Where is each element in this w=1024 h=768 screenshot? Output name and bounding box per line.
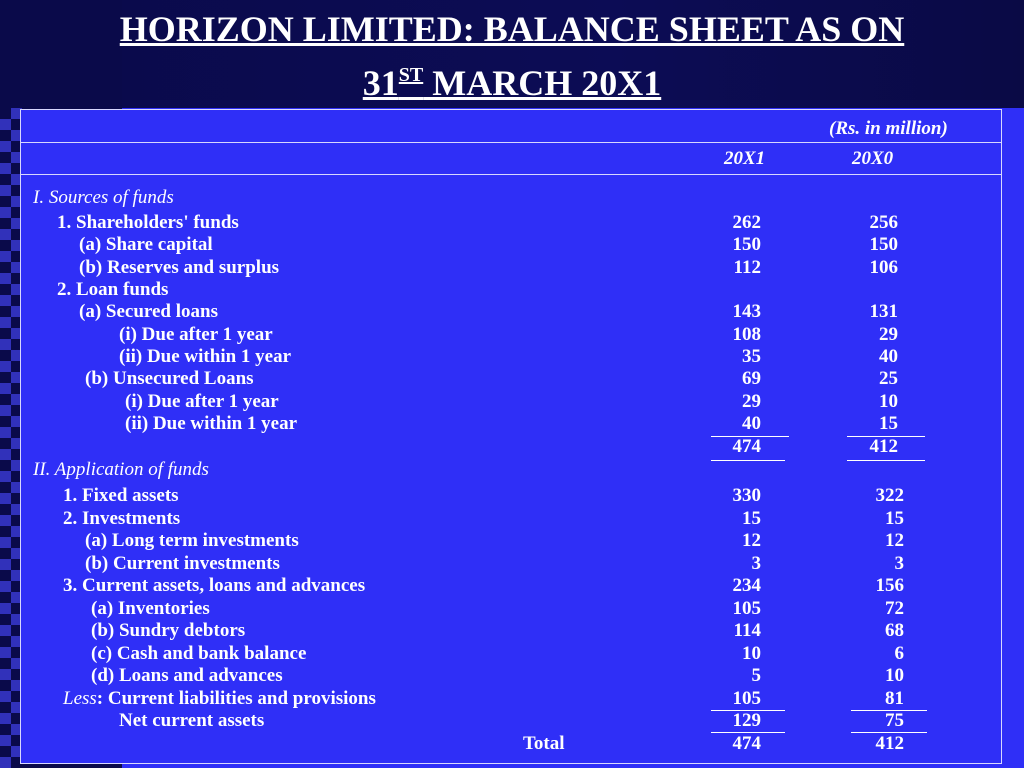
subtotal-20x1: 474 [732,436,761,457]
value-20x0: 15 [879,413,898,434]
value-20x1: 10 [742,643,761,664]
total-20x0: 412 [875,733,904,754]
row-label: (a) Inventories [91,598,210,619]
row-label-text: : Current liabilities and provisions [96,688,376,709]
row-label: (a) Share capital [79,234,213,255]
section-heading-application: II. Application of funds [33,459,209,480]
value-20x1: 40 [742,413,761,434]
row-label: (b) Unsecured Loans [85,368,254,389]
value-20x0: 25 [879,368,898,389]
row-label: 1. Fixed assets [63,485,179,506]
page-title [0,6,1024,106]
value-20x1: 69 [742,368,761,389]
value-20x0: 68 [885,620,904,641]
total-rule [851,710,927,711]
value-20x0: 256 [869,212,898,233]
value-20x1: 262 [732,212,761,233]
less-label: Less [63,688,97,709]
section-heading-sources: I. Sources of funds [33,187,174,208]
value-20x1: 105 [732,688,761,709]
row-label: 2. Loan funds [57,279,169,300]
value-20x0: 81 [885,688,904,709]
units-note: (Rs. in million) [829,118,948,139]
value-20x1: 3 [751,553,761,574]
column-header-20x0: 20X0 [852,148,894,169]
row-label: (a) Secured loans [79,301,218,322]
value-20x0: 322 [875,485,904,506]
total-label: Total [523,733,565,754]
table-divider [21,174,1001,175]
row-label: (i) Due after 1 year [125,391,279,412]
row-label: 1. Shareholders' funds [57,212,239,233]
value-20x0: 15 [885,508,904,529]
value-20x0: 131 [869,301,898,322]
row-label: (ii) Due within 1 year [125,413,298,434]
subtotal-rule [711,460,785,461]
value-20x1: 234 [732,575,761,596]
value-20x1: 143 [732,301,761,322]
row-label: (a) Long term investments [85,530,299,551]
value-20x0: 106 [869,257,898,278]
value-20x0: 75 [885,710,904,731]
value-20x1: 330 [732,485,761,506]
value-20x0: 72 [885,598,904,619]
value-20x1: 105 [732,598,761,619]
value-20x1: 12 [742,530,761,551]
value-20x0: 6 [894,643,904,664]
row-label [63,688,376,710]
value-20x1: 114 [733,620,761,641]
title-date-suffix: ST [398,64,424,86]
value-20x1: 108 [732,324,761,345]
row-label: 2. Investments [63,508,181,529]
value-20x1: 5 [751,665,761,686]
value-20x0: 150 [869,234,898,255]
subtotal-20x0: 412 [869,436,898,457]
value-20x1: 112 [733,257,761,278]
table-divider [21,142,1001,143]
title-date-day: 31 [362,63,399,103]
value-20x0: 40 [879,346,898,367]
value-20x1: 129 [732,710,761,731]
value-20x0: 10 [885,665,904,686]
title-date-rest: MARCH 20X1 [423,63,662,103]
total-rule [711,710,785,711]
row-label: 3. Current assets, loans and advances [63,575,366,596]
title-line-2 [0,52,1024,106]
row-label: (b) Sundry debtors [91,620,246,641]
row-label: Net current assets [119,710,265,731]
value-20x0: 10 [879,391,898,412]
value-20x0: 29 [879,324,898,345]
row-label: (ii) Due within 1 year [119,346,292,367]
value-20x1: 35 [742,346,761,367]
checker-decor [0,108,22,768]
row-label: (c) Cash and bank balance [91,643,307,664]
balance-sheet-table [20,109,1002,764]
total-20x1: 474 [732,733,761,754]
value-20x0: 156 [875,575,904,596]
value-20x1: 150 [732,234,761,255]
row-label: (d) Loans and advances [91,665,283,686]
value-20x0: 3 [894,553,904,574]
title-line-1: HORIZON LIMITED: BALANCE SHEET AS ON [119,9,905,49]
value-20x0: 12 [885,530,904,551]
row-label: (b) Reserves and surplus [79,257,280,278]
value-20x1: 15 [742,508,761,529]
column-header-20x1: 20X1 [724,148,766,169]
row-label: (i) Due after 1 year [119,324,273,345]
subtotal-rule [847,460,925,461]
row-label: (b) Current investments [85,553,280,574]
value-20x1: 29 [742,391,761,412]
